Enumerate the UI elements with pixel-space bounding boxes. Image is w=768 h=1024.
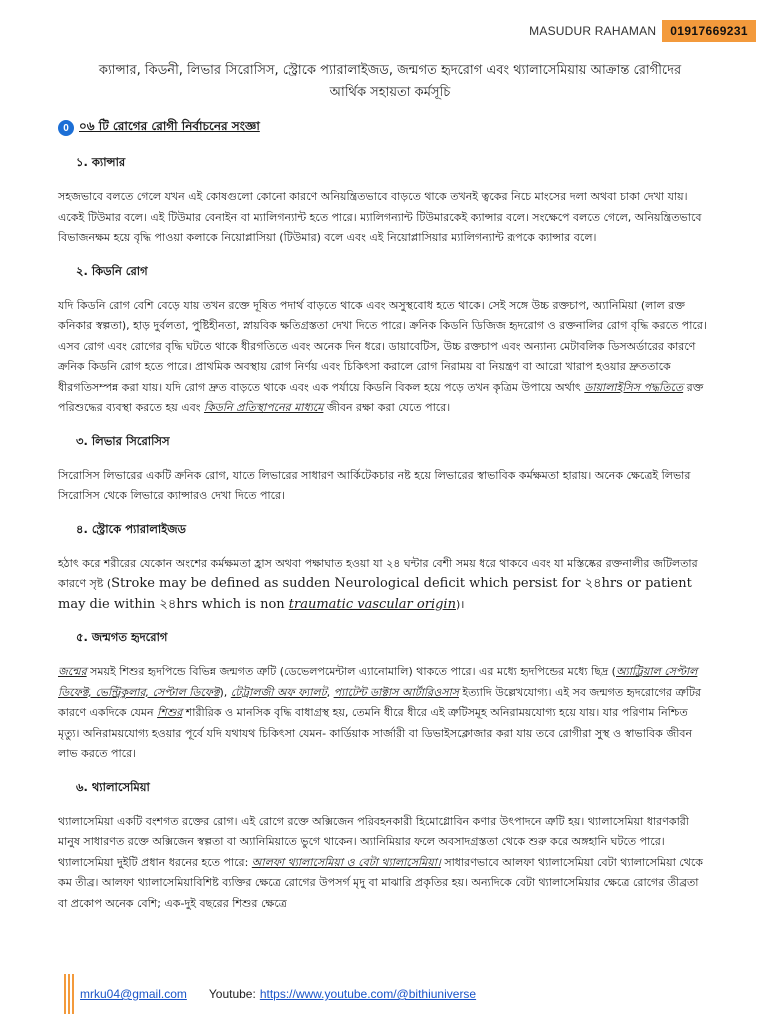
paragraph-thalassemia — [58, 812, 708, 915]
paragraph-kidney — [58, 296, 708, 419]
thal-text-1: থ্যালাসেমিয়া একটি বংশগত রক্তের রোগ। এই রোগে রক্তে অক্সিজেন পরিবহনকারী হিমোগ্লোবিন কণার উৎপাদনে ত্রুটি হয়। থ্যালাসেমিয়া ধারণকারী মানুষ সাধারণত রক্তে অক্সিজেন স্বল্পতা বা অ্যানিমিয়াতে ভুগে থাকেন। অ্যানিমিয়ার ফলে অবসাদগ্রস্ততা থেকে শুরু করে অঙ্গহানি ঘটতে পারে। থ্যালাসেমিয়া দুইটি প্রধান ধরনের হতে পারে: — [58, 814, 689, 869]
heart-text-5: ইত্যাদি উল্লেখযোগ্য। এই সব জন্মগত হৃদরোগের ত্রুটির কারণে একদিকে যেমন — [58, 685, 702, 719]
thal-text-2: সাধারণভাবে আলফা থ্যালাসেমিয়া বেটা থ্যালাসেমিয়া থেকে কম তীব্র। আলফা থ্যালাসেমিয়াবিশিষ্ট ব্যক্তির ক্ষেত্রে রোগের উপসর্গ মৃদু বা মাঝারি প্রকৃতির হয়। অন্যদিকে বেটা থ্যালাসেমিয়ার ক্ষেত্রে রোগের তীব্রতা বা প্রকোপ অনেক বেশি; এক-দুই বছরের শিশুর ক্ষেত্রে — [58, 855, 703, 910]
heart-text-6: শারীরিক ও মানসিক বৃদ্ধি বাধাগ্রস্থ হয়, তেমনি ধীরে ধীরে এই ত্রুটিসমূহ অনিরাময়যোগ্য হয়ে যায়। যার পরিণাম নিশ্চিত মৃত্যু। অনিরাময়যোগ্য হওয়ার পূর্বে যদি যথাযথ চিকিৎসা যেমন- কার্ডিয়াক সার্জারী বা ডিভাইসক্লোজার করা যায় তবে রোগীরা সুস্থ ও স্বাভাবিক জীবন লাভ করতে পারে। — [58, 706, 693, 760]
stroke-english-definition — [58, 576, 692, 612]
section-number-badge: 0 — [58, 120, 74, 136]
kidney-text-1: যদি কিডনি রোগ বেশি বেড়ে যায় তখন রক্তে দূষিত পদার্থ বাড়তে থাকে এবং অসুস্থবোধ হতে থাকে। সেই সঙ্গে উচ্চ রক্তচাপ, অ্যানিমিয়া (লাল রক্ত কনিকার স্বল্পতা), হাড় দুর্বলতা, পুষ্টিহীনতা, স্নায়বিক ক্ষতিগ্রস্ততা দেখা দিতে পারে। ক্রনিক কিডনি ডিজিজ হৃদরোগ ও রক্তনালির রোগ বৃদ্ধি করতে পারে। এসব রোগ এবং রোগের বৃদ্ধি ঘটতে থাকে ধীরগতিতে এবং অনেক দিন ধরে। ডায়াবেটিস, উচ্চ রক্তচাপ এবং অন্যান্য মেটাবলিক ডিসঅর্ডারের কারণে ক্রনিক কিডনি রোগ হতে পারে। প্রাথমিক অবস্থায় রোগ নির্ণয় এবং চিকিৎসা করালে রোগ নিরাময় বা নিয়ন্ত্রণ বা আরো খারাপ হওয়ার দ্রুততাকে ধীরগতিসম্পন্ন করা যায়। যদি রোগ দ্রুত বাড়তে থাকে এবং এক পর্যায়ে কিডনি বিকল হয়ে পড়ে তখন কৃত্রিম উপায়ে অর্থাৎ — [58, 298, 707, 394]
heading-thalassemia: ৬. থ্যালাসেমিয়া — [76, 779, 150, 794]
paragraph-heart — [58, 662, 708, 765]
stroke-english-text: Stroke may be defined as sudden Neurological deficit which persist for ২৪hrs or patient may die within ২৪hrs which is non — [58, 576, 692, 612]
heart-text-3: ), — [219, 685, 231, 699]
heading-stroke: ৪. স্ট্রোকে প্যারালাইজড — [76, 521, 186, 536]
section-title: ০৬ টি রোগের রোগী নির্বাচনের সংজ্ঞা — [79, 119, 260, 133]
link-dialysis[interactable]: ডায়ালাইসিস পদ্ধতিতে — [584, 380, 684, 394]
heart-text-2: সময়ই শিশুর হৃদপিন্ডে বিভিন্ন জন্মগত ত্রুটি (ডেভেলপমেন্টাল এ্যানোমালি) থাকতে পারে। এর মধ্যে হৃদপিন্ডের মধ্যে ছিদ্র ( — [86, 665, 616, 678]
email-link[interactable]: mrku04@gmail.com — [80, 987, 187, 1001]
heading-heart: ৫. জন্মগত হৃদরোগ — [76, 630, 168, 644]
paragraph-cancer: সহজভাবে বলতে গেলে যখন এই কোষগুলো কোনো কারণে অনিয়ন্ত্রিতভাবে বাড়তে থাকে তখনই ত্বকের নিচে মাংসের দলা অথবা চাকা দেখা যায়। একেই টিউমার বলে। এই টিউমার বেনাইন বা ম্যালিগন্যান্ট হতে পারে। ম্যালিগন্যান্ট টিউমারকেই ক্যান্সার বলে। সংক্ষেপে বলতে গেলে, অনিয়ন্ত্রিতভাবে বিভাজনক্ষম হয়ে বৃদ্ধি পাওয়া কলাকে নিয়োপ্লাসিয়া (টিউমার) বলে এবং এই নিয়োপ্লাসিয়ার ম্যালিগন্যান্ট রূপকে ক্যান্সার বলে। — [58, 190, 702, 244]
link-birth[interactable]: জন্মের — [58, 665, 87, 678]
heading-kidney: ২. কিডনি রোগ — [76, 263, 148, 278]
link-alpha-beta-thalassemia[interactable]: আলফা থ্যালাসেমিয়া ও বেটা থ্যালাসেমিয়া। — [251, 855, 441, 869]
youtube-label: Youtube: — [208, 987, 256, 1001]
title-line-1: ক্যান্সার, কিডনী, লিভার সিরোসিস, স্ট্রোকে প্যারালাইজড, জন্মগত হৃদরোগ এবং থ্যালাসেমিয়ায় আক্রান্ত রোগীদের — [98, 63, 682, 78]
link-traumatic-vascular-origin[interactable]: traumatic vascular origin — [288, 596, 456, 612]
paragraph-liver: সিরোসিস লিভারের একটি ক্রনিক রোগ, যাতে লিভারের সাধারণ আর্কিটেকচার নষ্ট হয়ে লিভারের স্বাভাবিক কর্মক্ষমতা হারায়। অনেক ক্ষেত্রেই লিভার সিরোসিস থেকে লিভারে ক্যান্সারও দেখা দিতে পারে। — [58, 468, 691, 502]
link-child[interactable]: শিশুর — [157, 706, 183, 719]
title-line-2: আর্থিক সহায়তা কর্মসূচি — [329, 85, 451, 100]
link-patent-ductus-arteriosus[interactable]: প্যাটেন্ট ডাক্টাস আর্টারিওসাস — [333, 685, 459, 699]
heading-cancer: ১. ক্যান্সার — [76, 155, 126, 169]
kidney-text-2: রক্ত পরিশুদ্ধের ব্যবস্থা করতে হয় এবং — [58, 380, 704, 414]
youtube-link[interactable]: https://www.youtube.com/@bithiuniverse — [259, 987, 477, 1001]
heart-text-4: , — [326, 685, 334, 699]
document-title — [60, 60, 720, 104]
link-tetralogy-of-fallot[interactable]: টেট্রালজী অফ ফ্যালট — [230, 685, 327, 699]
section-header — [58, 118, 708, 138]
document-body — [58, 118, 708, 928]
stroke-text-2: )। — [455, 597, 465, 611]
heading-liver: ৩. লিভার সিরোসিস — [76, 433, 170, 448]
stroke-text-1: হঠাৎ করে শরীরের যেকোন অংশের কর্মক্ষমতা হ্রাস অথবা পক্ষাঘাত হওয়া যা ২৪ ঘন্টার বেশী সময় ধরে থাকবে এবং যা মস্তিষ্কের রক্তনালীর জটিলতার কারণে সৃষ্ট ( — [58, 556, 698, 590]
link-septal-defect[interactable]: অ্যাট্রিয়াল সেপ্টাল ডিফেক্ট, ভেন্ট্রিকুলার, সেপ্টাল ডিফেক্ট — [58, 665, 698, 699]
header — [529, 20, 756, 42]
link-kidney-transplant[interactable]: কিডনি প্রতিস্থাপনের মাধ্যমে — [203, 401, 324, 414]
phone-badge: 01917669231 — [662, 20, 756, 42]
footer-accent-bars — [64, 974, 74, 1014]
kidney-text-3: জীবন রক্ষা করা যেতে পারে। — [323, 401, 451, 414]
paragraph-stroke — [58, 554, 708, 616]
footer — [64, 974, 476, 1014]
author-name: MASUDUR RAHAMAN — [529, 24, 657, 38]
